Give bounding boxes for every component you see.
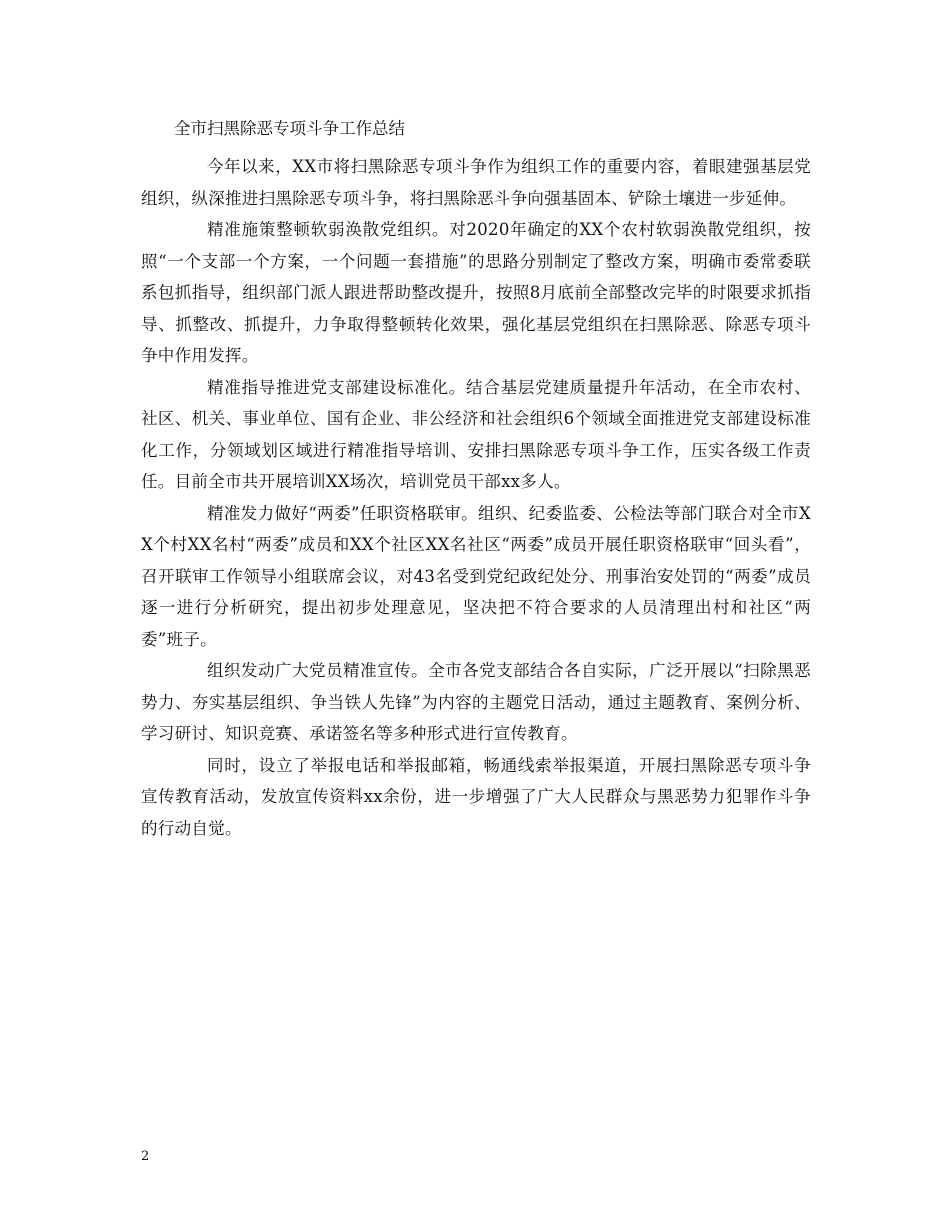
paragraph-rectify-weak-organizations: 精准施策整顿软弱涣散党组织。对2020年确定的XX个农村软弱涣散党组织，按照“一个支部一个方案，一个问题一套措施”的思路分别制定了整改方案，明确市委常委联系包抓指导，组织部门派人跟进帮助整改提升，按照8月底前全部整改完毕的时限要求抓指导、抓整改、抓提升，力争取得整顿转化效果，强化基层党组织在扫黑除恶、除恶专项斗争中作用发挥。 [141,220,811,365]
paragraph-intro: 今年以来，XX市将扫黑除恶专项斗争作为组织工作的重要内容，着眼建强基层党组织，纵深推进扫黑除恶专项斗争，将扫黑除恶斗争向强基固本、铲除土壤进一步延伸。 [141,157,811,208]
document-title: 全市扫黑除恶专项斗争工作总结 [174,119,405,138]
page-number: 2 [141,1149,150,1164]
paragraph-reporting-channels: 同时，设立了举报电话和举报邮箱，畅通线索举报渠道，开展扫黑除恶专项斗争宣传教育活动，发放宣传资料xx余份，进一步增强了广大人民群众与黑恶势力犯罪作斗争的行动自觉。 [141,755,811,838]
document-body [141,151,811,844]
paragraph-qualification-review: 精准发力做好“两委”任职资格联审。组织、纪委监委、公检法等部门联合对全市XX个村XX名村“两委”成员和XX个社区XX名社区“两委”成员开展任职资格联审“回头看”，召开联审工作领导小组联席会议，对43名受到党纪政纪处分、刑事治安处罚的“两委”成员逐一进行分析研究，提出初步处理意见，坚决把不符合要求的人员清理出村和社区“两委”班子。 [141,503,811,649]
paragraph-party-member-publicity: 组织发动广大党员精准宣传。全市各党支部结合各自实际，广泛开展以“扫除黑恶势力、夯实基层组织、争当铁人先锋”为内容的主题党日活动，通过主题教育、案例分析、学习研讨、知识竞赛、承诺签名等多种形式进行宣传教育。 [141,661,811,743]
paragraph-branch-standardization: 精准指导推进党支部建设标准化。结合基层党建质量提升年活动，在全市农村、社区、机关、事业单位、国有企业、非公经济和社会组织6个领域全面推进党支部建设标准化工作，分领域划区域进行精准指导培训、安排扫黑除恶专项斗争工作，压实各级工作责任。目前全市共开展培训XX场次，培训党员干部xx多人。 [141,377,811,491]
